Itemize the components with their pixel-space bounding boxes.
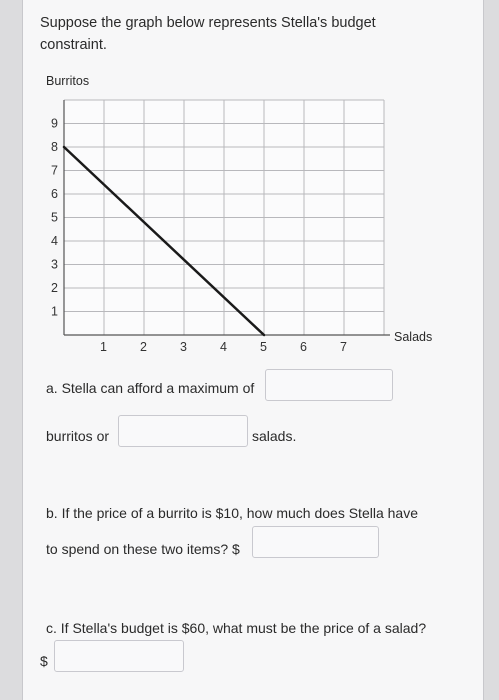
y-tick-label: 9: [51, 116, 58, 131]
y-tick-label: 8: [51, 140, 58, 154]
budget-answer-input[interactable]: [252, 526, 379, 558]
y-axis-title: Burritos: [46, 74, 90, 88]
part-b-line2: to spend on these two items? $: [46, 541, 240, 557]
y-tick-label: 7: [51, 163, 58, 178]
part-a-middle: burritos or: [46, 428, 110, 444]
burritos-answer-input[interactable]: [265, 369, 393, 401]
y-tick-label: 6: [51, 187, 58, 201]
x-tick-label: 2: [140, 340, 147, 354]
x-tick-label: 6: [300, 340, 307, 354]
y-tick-label: 4: [51, 234, 58, 248]
x-tick-label: 7: [340, 340, 347, 354]
y-tick-label: 5: [51, 210, 58, 225]
salads-answer-input[interactable]: [118, 415, 248, 447]
x-tick-label: 1: [100, 340, 107, 354]
y-tick-label: 2: [51, 281, 58, 295]
salad-price-input[interactable]: [54, 640, 184, 672]
part-a-prefix: a. Stella can afford a maximum of: [46, 380, 255, 396]
question-intro: Suppose the graph below represents Stella's budget constraint.: [40, 15, 376, 53]
y-tick-label: 3: [51, 257, 58, 272]
x-axis-title: Salads: [394, 330, 433, 344]
part-c-currency: $: [40, 653, 48, 669]
part-c-line1: c. If Stella's budget is $60, what must be the price of a salad?: [46, 620, 427, 636]
part-a-suffix: salads.: [252, 428, 297, 444]
x-tick-label: 4: [220, 340, 227, 354]
y-tick-label: 1: [51, 304, 58, 319]
x-tick-label: 3: [180, 340, 187, 354]
x-tick-label: 5: [260, 340, 267, 354]
part-b-line1: b. If the price of a burrito is $10, how much does Stella have: [46, 505, 418, 521]
